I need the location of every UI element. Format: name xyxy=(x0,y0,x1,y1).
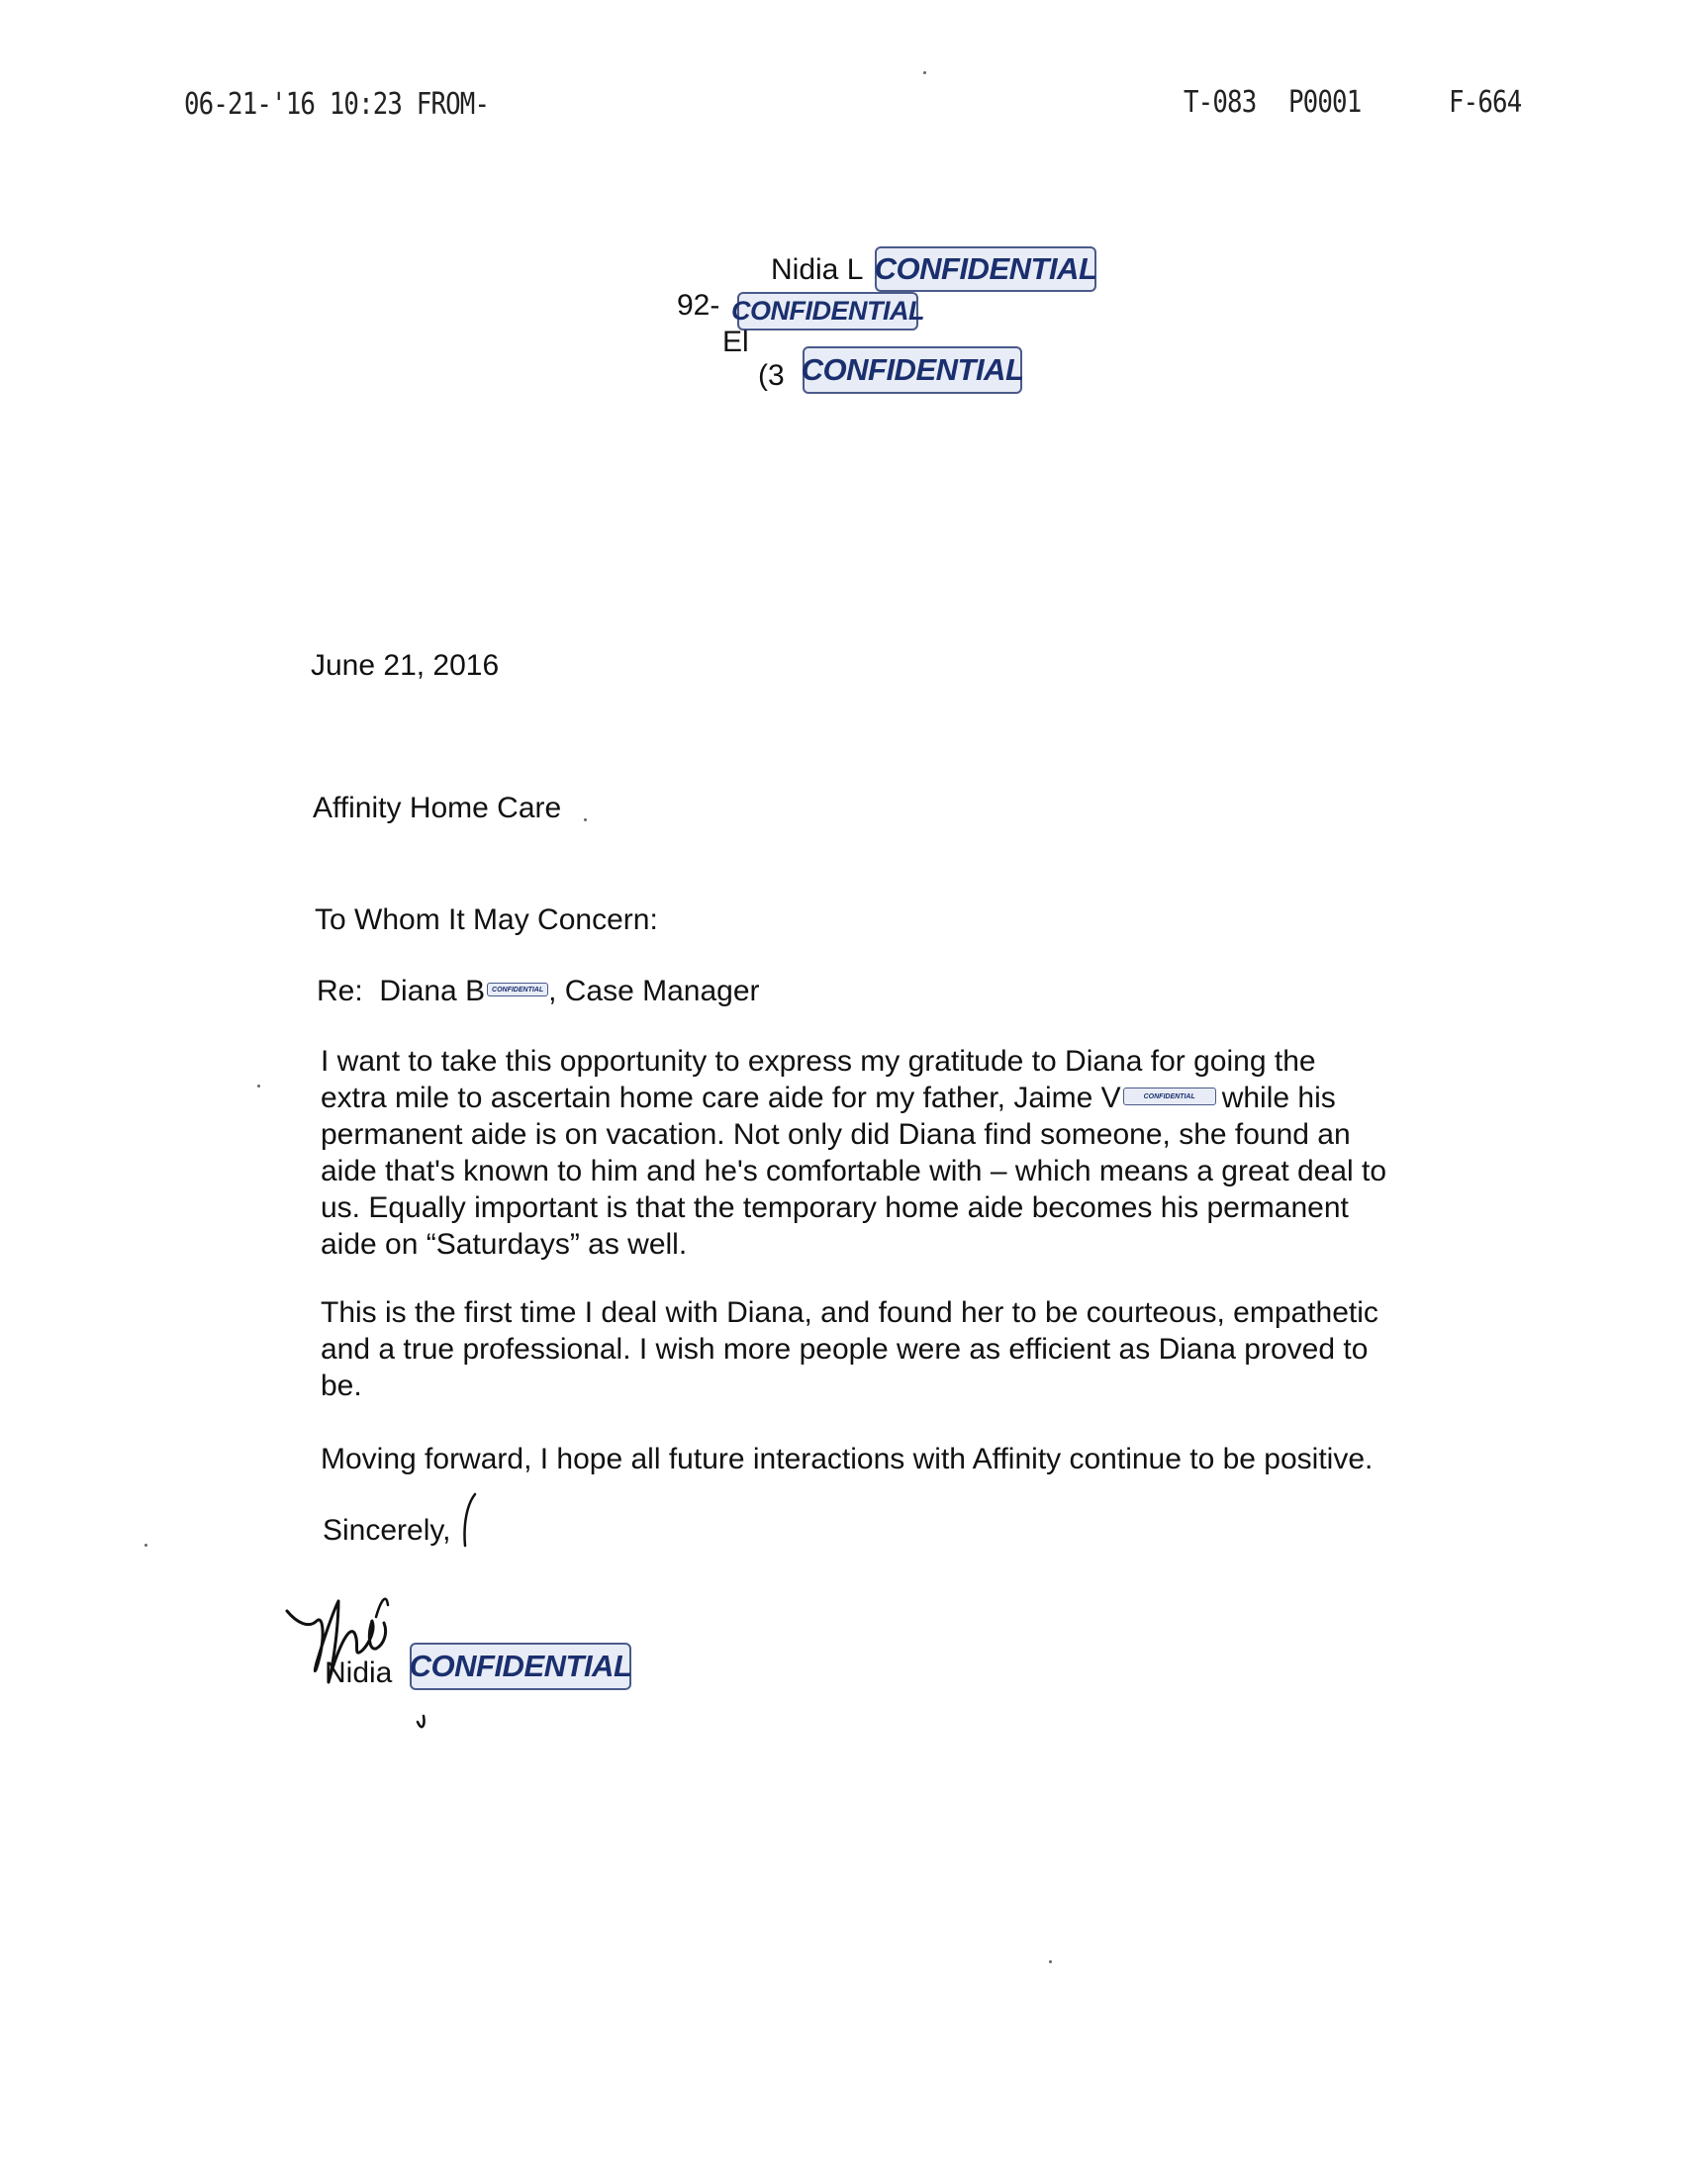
p1-line-2a: extra mile to ascertain home care aide for my father, Jaime V xyxy=(321,1082,1121,1114)
p2-line-3: be. xyxy=(321,1370,362,1402)
scan-speck xyxy=(144,1544,147,1547)
redaction-stamp-address: CONFIDENTIAL xyxy=(737,292,918,331)
paragraph-1 xyxy=(321,1043,1469,1263)
p1-line-1: I want to take this opportunity to express my gratitude to Diana for going the xyxy=(321,1045,1316,1078)
redaction-stamp-phone: CONFIDENTIAL xyxy=(803,346,1022,394)
redaction-stamp-father: CONFIDENTIAL xyxy=(1123,1088,1216,1105)
letter-date: June 21, 2016 xyxy=(311,649,500,682)
p2-line-1: This is the first time I deal with Diana, and found her to be courteous, empathetic xyxy=(321,1296,1378,1329)
letterhead-phone: (3 xyxy=(758,359,785,392)
redaction-stamp-signature: CONFIDENTIAL xyxy=(410,1643,631,1690)
re-name: Diana B xyxy=(379,975,486,1007)
re-prefix: Re: xyxy=(317,975,363,1007)
fax-header-transaction: T-083 xyxy=(1184,85,1257,120)
handwritten-signature xyxy=(277,1484,515,1771)
salutation: To Whom It May Concern: xyxy=(315,903,658,936)
p3-line-1: Moving forward, I hope all future interactions with Affinity continue to be positive. xyxy=(321,1443,1374,1475)
p1-line-6: aide on “Saturdays” as well. xyxy=(321,1228,688,1261)
scan-speck xyxy=(584,818,587,821)
closing: Sincerely, xyxy=(323,1514,451,1547)
p1-line-2 xyxy=(321,1080,1469,1116)
p1-line-3: permanent aide is on vacation. Not only did Diana find someone, she found an xyxy=(321,1118,1351,1151)
signature-name: Nidia xyxy=(325,1656,393,1689)
re-line xyxy=(317,975,760,1008)
p1-line-5: us. Equally important is that the temporary home aide becomes his permanent xyxy=(321,1191,1349,1224)
fax-header-left: 06-21-'16 10:23 FROM- xyxy=(184,87,490,122)
scan-speck xyxy=(1049,1960,1052,1963)
redaction-stamp-name: CONFIDENTIAL xyxy=(875,246,1096,292)
letterhead-city: El xyxy=(722,326,749,358)
p1-line-2b: while his xyxy=(1221,1082,1336,1114)
p2-line-2: and a true professional. I wish more people were as efficient as Diana proved to xyxy=(321,1333,1369,1366)
scan-speck xyxy=(923,71,926,74)
recipient: Affinity Home Care xyxy=(313,792,562,824)
re-title: , Case Manager xyxy=(548,975,760,1007)
letterhead-address: 92- xyxy=(677,289,720,322)
paragraph-2 xyxy=(321,1294,1469,1404)
fax-header-page: P0001 xyxy=(1288,85,1362,120)
fax-header-right: F-664 xyxy=(1449,85,1522,120)
paragraph-3 xyxy=(321,1441,1469,1477)
scan-speck xyxy=(257,1085,260,1088)
letterhead-name: Nidia L xyxy=(771,253,864,286)
p1-line-4: aide that's known to him and he's comfortable with – which means a great deal to xyxy=(321,1155,1387,1187)
redaction-stamp-re: CONFIDENTIAL xyxy=(487,983,548,996)
